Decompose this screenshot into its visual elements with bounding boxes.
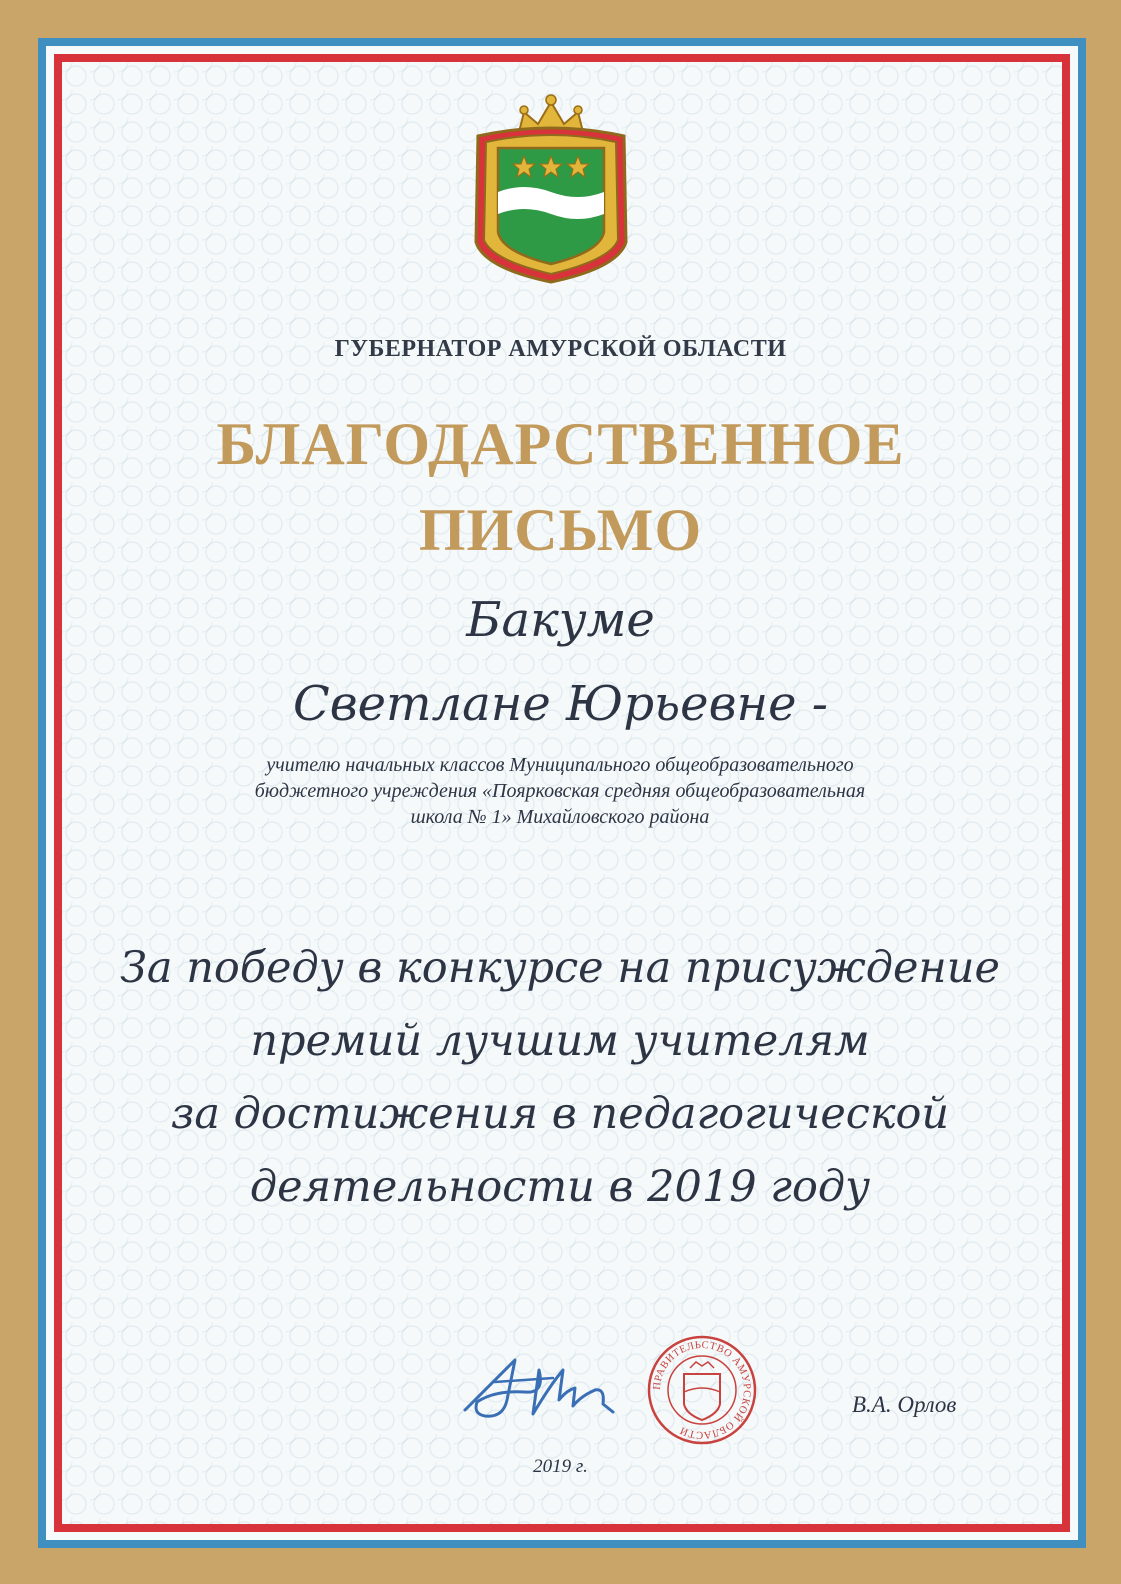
position-line: школа № 1» Михайловского района <box>410 806 710 828</box>
svg-text:ПРАВИТЕЛЬСТВО АМУРСКОЙ ОБЛАСТИ: ПРАВИТЕЛЬСТВО АМУРСКОЙ ОБЛАСТИ <box>651 1339 753 1441</box>
recipient-position <box>110 752 1010 830</box>
signer-name: В.А. Орлов <box>852 1392 957 1417</box>
document-date: 2019 г. <box>533 1456 588 1477</box>
recipient-surname: Бакуме <box>466 592 655 648</box>
document-title-line-2: ПИСЬМО <box>418 497 703 563</box>
reason-line: за достижения в педагогической <box>170 1089 950 1139</box>
signature-icon <box>455 1330 620 1430</box>
coat-of-arms-icon <box>468 92 634 284</box>
reason-line: деятельности в 2019 году <box>249 1162 871 1212</box>
award-reason <box>40 932 1080 1224</box>
position-line: бюджетного учреждения «Поярковская средняя общеобразовательная <box>254 780 866 802</box>
reason-line: премий лучшим учителям <box>250 1016 870 1066</box>
position-line: учителю начальных классов Муниципального общеобразовательного <box>266 754 854 776</box>
issuing-authority: ГУБЕРНАТОР АМУРСКОЙ ОБЛАСТИ <box>334 336 787 362</box>
document-title-line-1: БЛАГОДАРСТВЕННОЕ <box>216 411 905 477</box>
recipient-given-names: Светлане Юрьевне - <box>292 676 829 732</box>
reason-line: За победу в конкурсе на присуждение <box>120 943 1000 993</box>
official-seal-icon <box>646 1334 758 1446</box>
